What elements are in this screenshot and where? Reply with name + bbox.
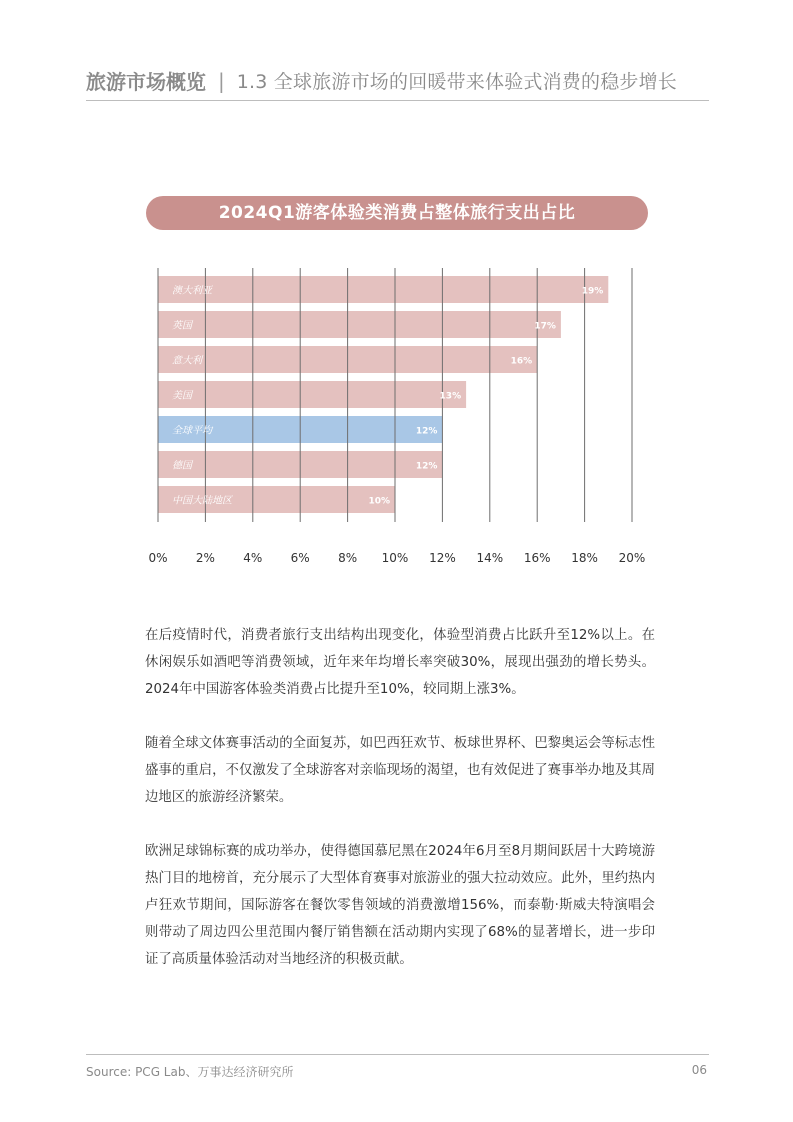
category-label: 全球平均	[172, 425, 212, 437]
section-title: 旅游市场概览	[86, 70, 206, 94]
bar	[158, 381, 466, 408]
value-label: 19%	[581, 286, 604, 297]
paragraph-3: 欧洲足球锦标赛的成功举办，使得德国慕尼黑在2024年6月至8月期间跃居十大跨境游热门目的地榜首，充分展示了大型体育赛事对旅游业的强大拉动效应。此外，里约热内卢狂欢节期间，国际游客在餐饮零售领域的消费激增156%，而泰勒·斯威夫特演唱会则带动了周边四公里范围内餐厅销售额在活动期内实现了68%的显著增长，进一步印证了高质量体验活动对当地经济的积极贡献。	[145, 844, 655, 967]
x-tick-label: 14%	[476, 551, 504, 565]
page-header	[86, 66, 710, 95]
bar	[158, 311, 561, 338]
value-label: 12%	[415, 426, 438, 437]
page-number: 06	[691, 1063, 707, 1077]
value-label: 13%	[439, 391, 462, 402]
bar	[158, 276, 608, 303]
header-divider	[86, 100, 709, 101]
footer-divider	[86, 1054, 709, 1055]
value-label: 17%	[534, 321, 556, 332]
paragraph-2: 随着全球文体赛事活动的全面复苏，如巴西狂欢节、板球世界杯、巴黎奥运会等标志性盛事的重启，不仅激发了全球游客对亲临现场的渴望，也有效促进了赛事举办地及其周边地区的旅游经济繁荣。	[145, 736, 655, 805]
value-label: 10%	[368, 496, 390, 507]
chart-svg	[140, 262, 660, 572]
category-label: 中国大陆地区	[172, 495, 232, 507]
x-tick-label: 20%	[618, 551, 646, 565]
x-tick-label: 8%	[338, 551, 358, 565]
page-title: 1.3 全球旅游市场的回暖带来体验式消费的稳步增长	[236, 71, 678, 93]
x-tick-label: 10%	[381, 551, 409, 565]
x-tick-label: 4%	[243, 551, 263, 565]
x-tick-label: 6%	[290, 551, 310, 565]
category-label: 意大利	[172, 355, 202, 367]
header-separator: |	[218, 68, 225, 93]
category-label: 美国	[172, 390, 192, 402]
chart-title: 2024Q1游客体验类消费占整体旅行支出占比	[146, 196, 648, 230]
category-label: 澳大利亚	[172, 285, 212, 297]
source-note: Source: PCG Lab、万事达经济研究所	[86, 1065, 294, 1079]
x-tick-label: 0%	[148, 551, 168, 565]
value-label: 12%	[415, 461, 438, 472]
category-label: 英国	[172, 320, 192, 332]
value-label: 16%	[510, 356, 533, 367]
x-tick-label: 12%	[429, 551, 456, 565]
paragraph-1: 在后疫情时代，消费者旅行支出结构出现变化，体验型消费占比跃升至12%以上。在休闲娱乐如酒吧等消费领域，近年来年均增长率突破30%，展现出强劲的增长势头。2024年中国游客体验类消费占比提升至10%，较同期上涨3%。	[145, 628, 655, 697]
x-tick-label: 2%	[195, 551, 215, 565]
x-tick-label: 16%	[523, 551, 551, 565]
bar-chart	[140, 262, 660, 576]
x-tick-label: 18%	[571, 551, 598, 565]
category-label: 德国	[172, 460, 192, 472]
